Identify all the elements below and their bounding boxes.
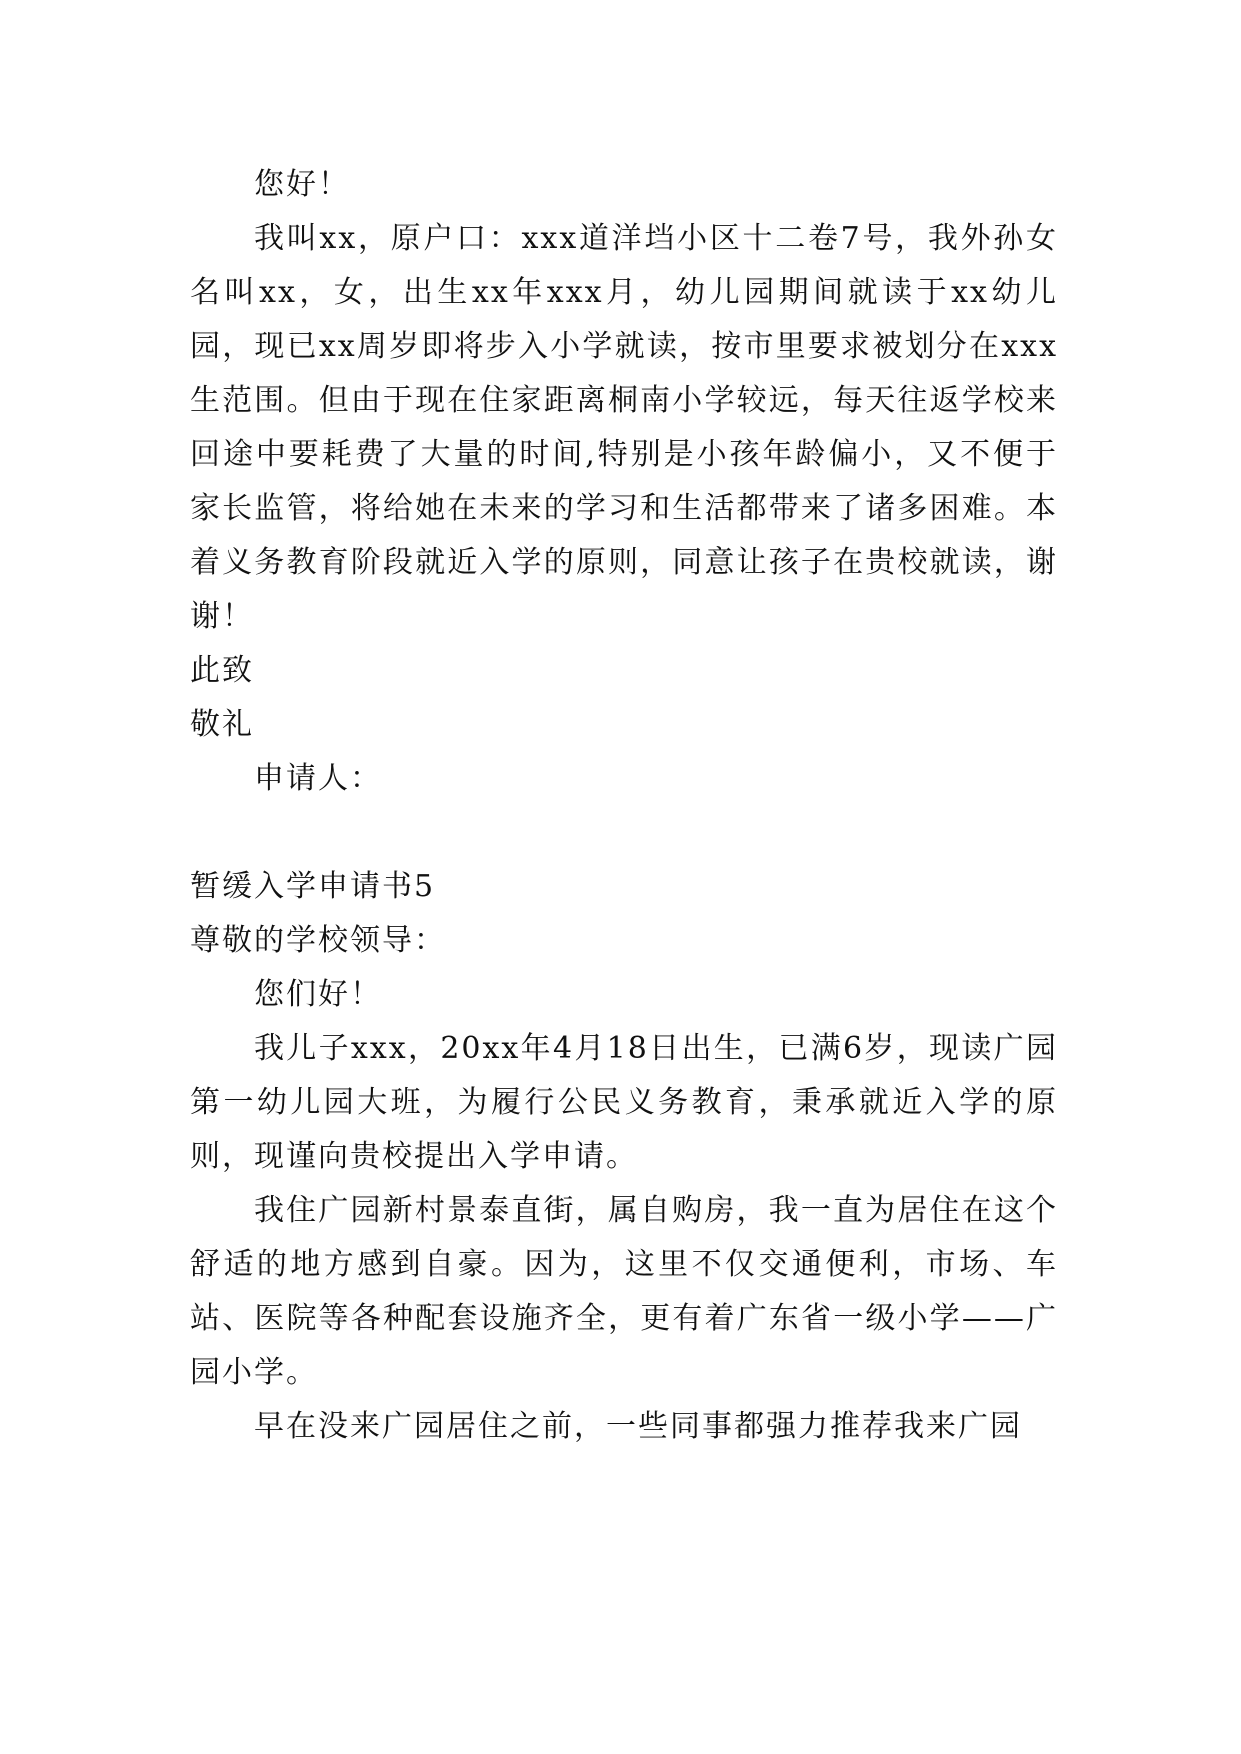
letter1-body-paragraph: 我叫xx，原户口：xxx道洋垱小区十二卷7号，我外孙女名叫xx，女，出生xx年xxx月，幼儿园期间就读于xx幼儿园，现已xx周岁即将步入小学就读，按市里要求被划分在xxx生范围。但由于现在住家距离桐南小学较远，每天往返学校来回途中要耗费了大量的时间,特别是小孩年龄偏小，又不便于家长监管，将给她在未来的学习和生活都带来了诸多困难。本着义务教育阶段就近入学的原则，同意让孩子在贵校就读，谢谢！ — [190, 221, 1058, 634]
letter2-paragraph-2: 我住广园新村景泰直街，属自购房，我一直为居住在这个舒适的地方感到自豪。因为，这里不仅交通便利，市场、车站、医院等各种配套设施齐全，更有着广东省一级小学——广园小学。 — [190, 1193, 1058, 1390]
letter2-title: 暂缓入学申请书5 — [190, 869, 436, 904]
letter2-salutation: 尊敬的学校领导： — [190, 923, 446, 958]
document-body — [190, 158, 1058, 1454]
letter2-greeting: 您们好！ — [254, 977, 382, 1012]
letter1-closing-cizhi: 此致 — [190, 653, 254, 688]
letter1-closing-jingli: 敬礼 — [190, 707, 254, 742]
letter1-signature: 申请人： — [254, 761, 382, 796]
letter1-greeting: 您好！ — [254, 167, 350, 202]
letter2-paragraph-3: 早在没来广园居住之前，一些同事都强力推荐我来广园 — [254, 1409, 1022, 1444]
letter2-paragraph-1: 我儿子xxx，20xx年4月18日出生，已满6岁，现读广园第一幼儿园大班，为履行公民义务教育，秉承就近入学的原则，现谨向贵校提出入学申请。 — [190, 1031, 1058, 1174]
